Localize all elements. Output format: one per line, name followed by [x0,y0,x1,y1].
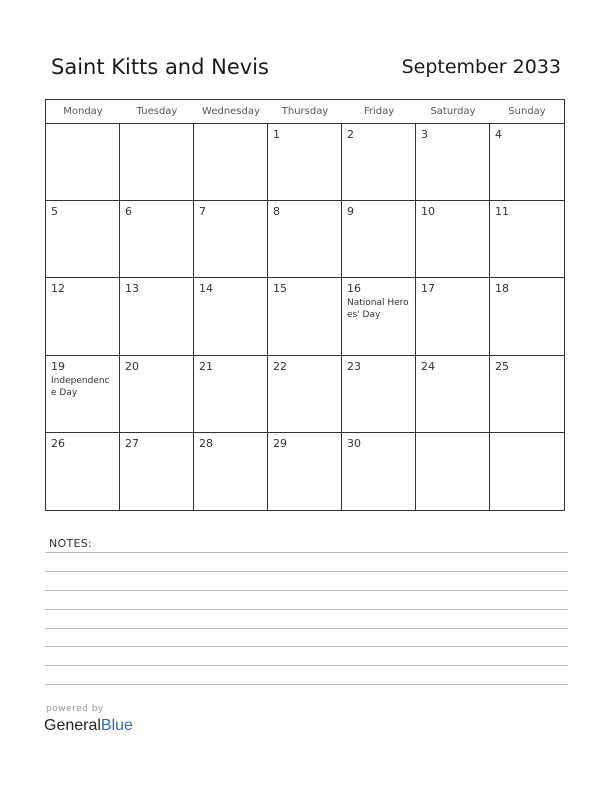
day-number: 19 [51,359,65,373]
day-number: 26 [51,436,65,450]
day-number: 6 [125,205,132,219]
day-number: 10 [421,205,435,219]
day-cell [46,433,120,510]
day-number: 13 [125,282,139,296]
day-cell [120,278,194,355]
day-cell [342,278,416,355]
notes-line [45,646,568,647]
day-number: 24 [421,359,435,373]
day-number: 16 [347,282,361,296]
holiday-label: Independence Day [51,375,110,398]
day-number: 11 [495,205,509,219]
day-cell [416,278,490,355]
day-cell [120,201,194,278]
day-cell [268,356,342,433]
day-cell [120,124,194,201]
day-cell [490,356,564,433]
day-cell [268,201,342,278]
day-number: 1 [273,128,280,141]
day-cell [46,201,120,278]
day-number: 20 [125,359,139,373]
weekday-header: Thursday [268,100,342,124]
weekday-header: Friday [342,100,416,124]
notes-line [45,628,568,629]
day-number: 17 [421,282,435,296]
day-cell [46,124,120,201]
day-number: 30 [347,436,361,450]
day-cell [268,433,342,510]
day-number: 27 [125,436,139,450]
weekday-header: Saturday [416,100,490,124]
day-cell [490,201,564,278]
day-cell [194,201,268,278]
day-number: 21 [199,359,213,373]
brand-general: General [44,717,101,734]
notes-line [45,665,568,666]
day-number: 3 [421,128,428,141]
day-cell [490,278,564,355]
holiday-label: National Heroes' Day [347,298,409,321]
day-cell [490,433,564,510]
brand-blue: Blue [100,717,133,734]
day-number: 12 [51,282,65,296]
day-number: 14 [199,282,213,296]
day-cell [416,356,490,433]
day-number: 29 [273,436,287,450]
powered-by: powered by [46,704,104,714]
day-cell [490,124,564,201]
day-number: 15 [273,282,287,296]
weekday-header: Tuesday [120,100,194,124]
day-cell [416,201,490,278]
day-cell [194,433,268,510]
day-cell [416,124,490,201]
day-cell [268,124,342,201]
day-number: 8 [273,205,280,219]
day-cell [342,356,416,433]
day-cell [342,124,416,201]
day-cell [120,356,194,433]
day-cell [120,433,194,510]
day-cell [416,433,490,510]
day-number: 25 [495,359,509,373]
day-cell [268,278,342,355]
day-cell [194,278,268,355]
day-number: 18 [495,282,509,296]
day-number: 9 [347,205,354,219]
day-cell [46,356,120,433]
page-title: Saint Kitts and Nevis [51,55,269,79]
notes-line [45,590,568,591]
weekday-header: Wednesday [194,100,268,124]
month-year: September 2033 [401,56,561,78]
weekday-header: Sunday [490,100,564,124]
day-number: 5 [51,205,58,219]
notes-label: NOTES: [49,537,93,550]
day-number: 2 [347,128,354,141]
day-cell [194,356,268,433]
notes-line [45,684,568,685]
notes-line [45,609,568,610]
notes-line [45,552,568,553]
generalblue-logo [44,717,133,735]
notes-line [45,571,568,572]
day-number: 22 [273,359,287,373]
day-number: 23 [347,359,361,373]
day-cell [46,278,120,355]
weekday-header: Monday [46,100,120,124]
day-cell [194,124,268,201]
day-number: 28 [199,436,213,450]
day-cell [342,201,416,278]
calendar-grid [45,99,565,511]
day-cell [342,433,416,510]
day-number: 7 [199,205,206,219]
day-number: 4 [495,128,502,141]
